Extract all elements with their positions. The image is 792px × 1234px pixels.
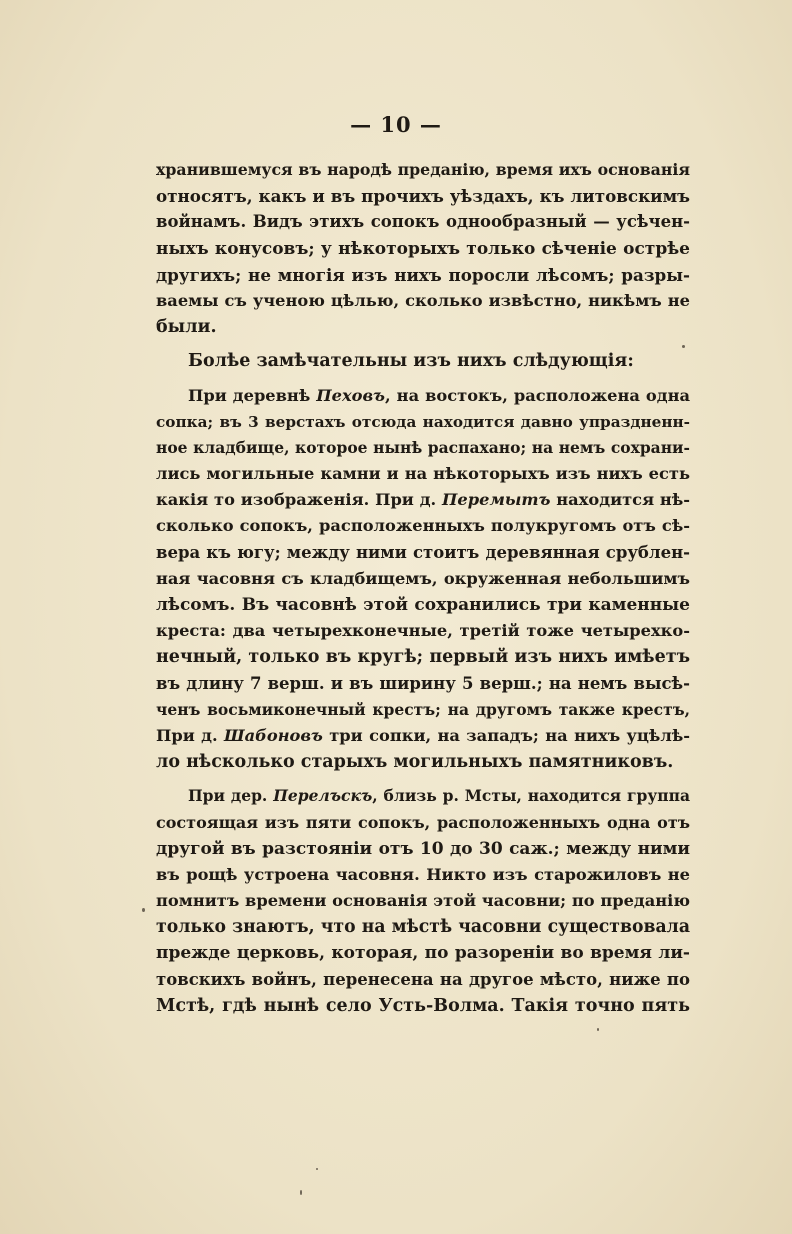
text-line: лись могильные камни и на нѣкоторыхъ изъ нихъ есть: [156, 464, 690, 484]
text-line: войнамъ. Видъ этихъ сопокъ однообразный — усѣчен-: [156, 212, 690, 232]
paragraph: [156, 348, 690, 374]
paper-speck: [682, 345, 685, 348]
paper-speck: [142, 908, 145, 912]
text-line: ваемы съ ученою цѣлью, сколько извѣстно, никѣмъ не: [156, 290, 690, 310]
text-line: нечный, только въ кругѣ; первый изъ нихъ имѣетъ: [156, 647, 690, 668]
paragraph: [156, 157, 690, 340]
text-line: сколько сопокъ, расположенныхъ полукругомъ отъ сѣ-: [156, 516, 690, 536]
paragraph: [156, 383, 690, 776]
text-line: хранившемуся въ народѣ преданію, время ихъ основанія: [156, 160, 690, 179]
text-line: При дер. Перелъскъ, близь р. Мсты, находится группа: [188, 786, 690, 806]
text-line: относятъ, какъ и въ прочихъ уѣздахъ, къ литовскимъ: [156, 186, 690, 207]
text-line: ныхъ конусовъ; у нѣкоторыхъ только сѣченіе острѣе: [156, 238, 690, 259]
paper-speck: [316, 1168, 318, 1170]
text-line: прежде церковь, которая, по разореніи во время ли-: [156, 943, 690, 964]
text-line: креста: два четырехконечные, третій тоже четырехко-: [156, 621, 690, 641]
text-line: въ длину 7 верш. и въ ширину 5 верш.; на немъ высѣ-: [156, 673, 690, 693]
text-line: ное кладбище, которое нынѣ распахано; на немъ сохрани-: [156, 437, 690, 457]
text-line: товскихъ войнъ, перенесена на другое мѣсто, ниже по: [156, 969, 690, 989]
text-line: Болѣе замѣчательны изъ нихъ слѣдующія:: [188, 351, 634, 372]
text-line: ло нѣсколько старыхъ могильныхъ памятниковъ.: [156, 752, 674, 773]
paper-speck: [597, 1028, 599, 1031]
text-line: При д. Шабоновъ три сопки, на западъ; на нихъ уцѣлѣ-: [156, 725, 690, 745]
text-line: были.: [156, 317, 217, 338]
text-line: только знаютъ, что на мѣстѣ часовни существовала: [156, 917, 690, 938]
text-line: лѣсомъ. Въ часовнѣ этой сохранились три каменные: [156, 595, 690, 615]
text-line: другой въ разстояніи отъ 10 до 30 саж.; между ними: [156, 838, 690, 859]
text-line: сопка; въ 3 верстахъ отсюда находится давно упраздненн-: [156, 412, 690, 431]
text-line: При деревнѣ Пеховъ, на востокъ, расположена одна: [188, 385, 690, 405]
text-line: ная часовня съ кладбищемъ, окруженная небольшимъ: [156, 568, 690, 588]
text-line: какія то изображенія. При д. Перемытъ находится нѣ-: [156, 490, 690, 510]
text-line: вера къ югу; между ними стоитъ деревянная срублен-: [156, 542, 690, 562]
text-line: другихъ; не многія изъ нихъ поросли лѣсомъ; разры-: [156, 264, 690, 285]
text-line: въ рощѣ устроена часовня. Никто изъ старожиловъ не: [156, 864, 690, 884]
page-number: — 10 —: [350, 112, 442, 137]
text-line: состоящая изъ пяти сопокъ, расположенныхъ одна отъ: [156, 812, 690, 832]
paper-speck: [300, 1190, 302, 1195]
body-text: [156, 157, 690, 1019]
text-line: Мстѣ, гдѣ нынѣ село Усть-Волма. Такія точно пять: [156, 995, 690, 1016]
paragraph: [156, 783, 690, 1019]
text-line: ченъ восьмиконечный крестъ; на другомъ также крестъ,: [156, 699, 690, 719]
text-line: помнитъ времени основанія этой часовни; по преданію: [156, 891, 690, 911]
